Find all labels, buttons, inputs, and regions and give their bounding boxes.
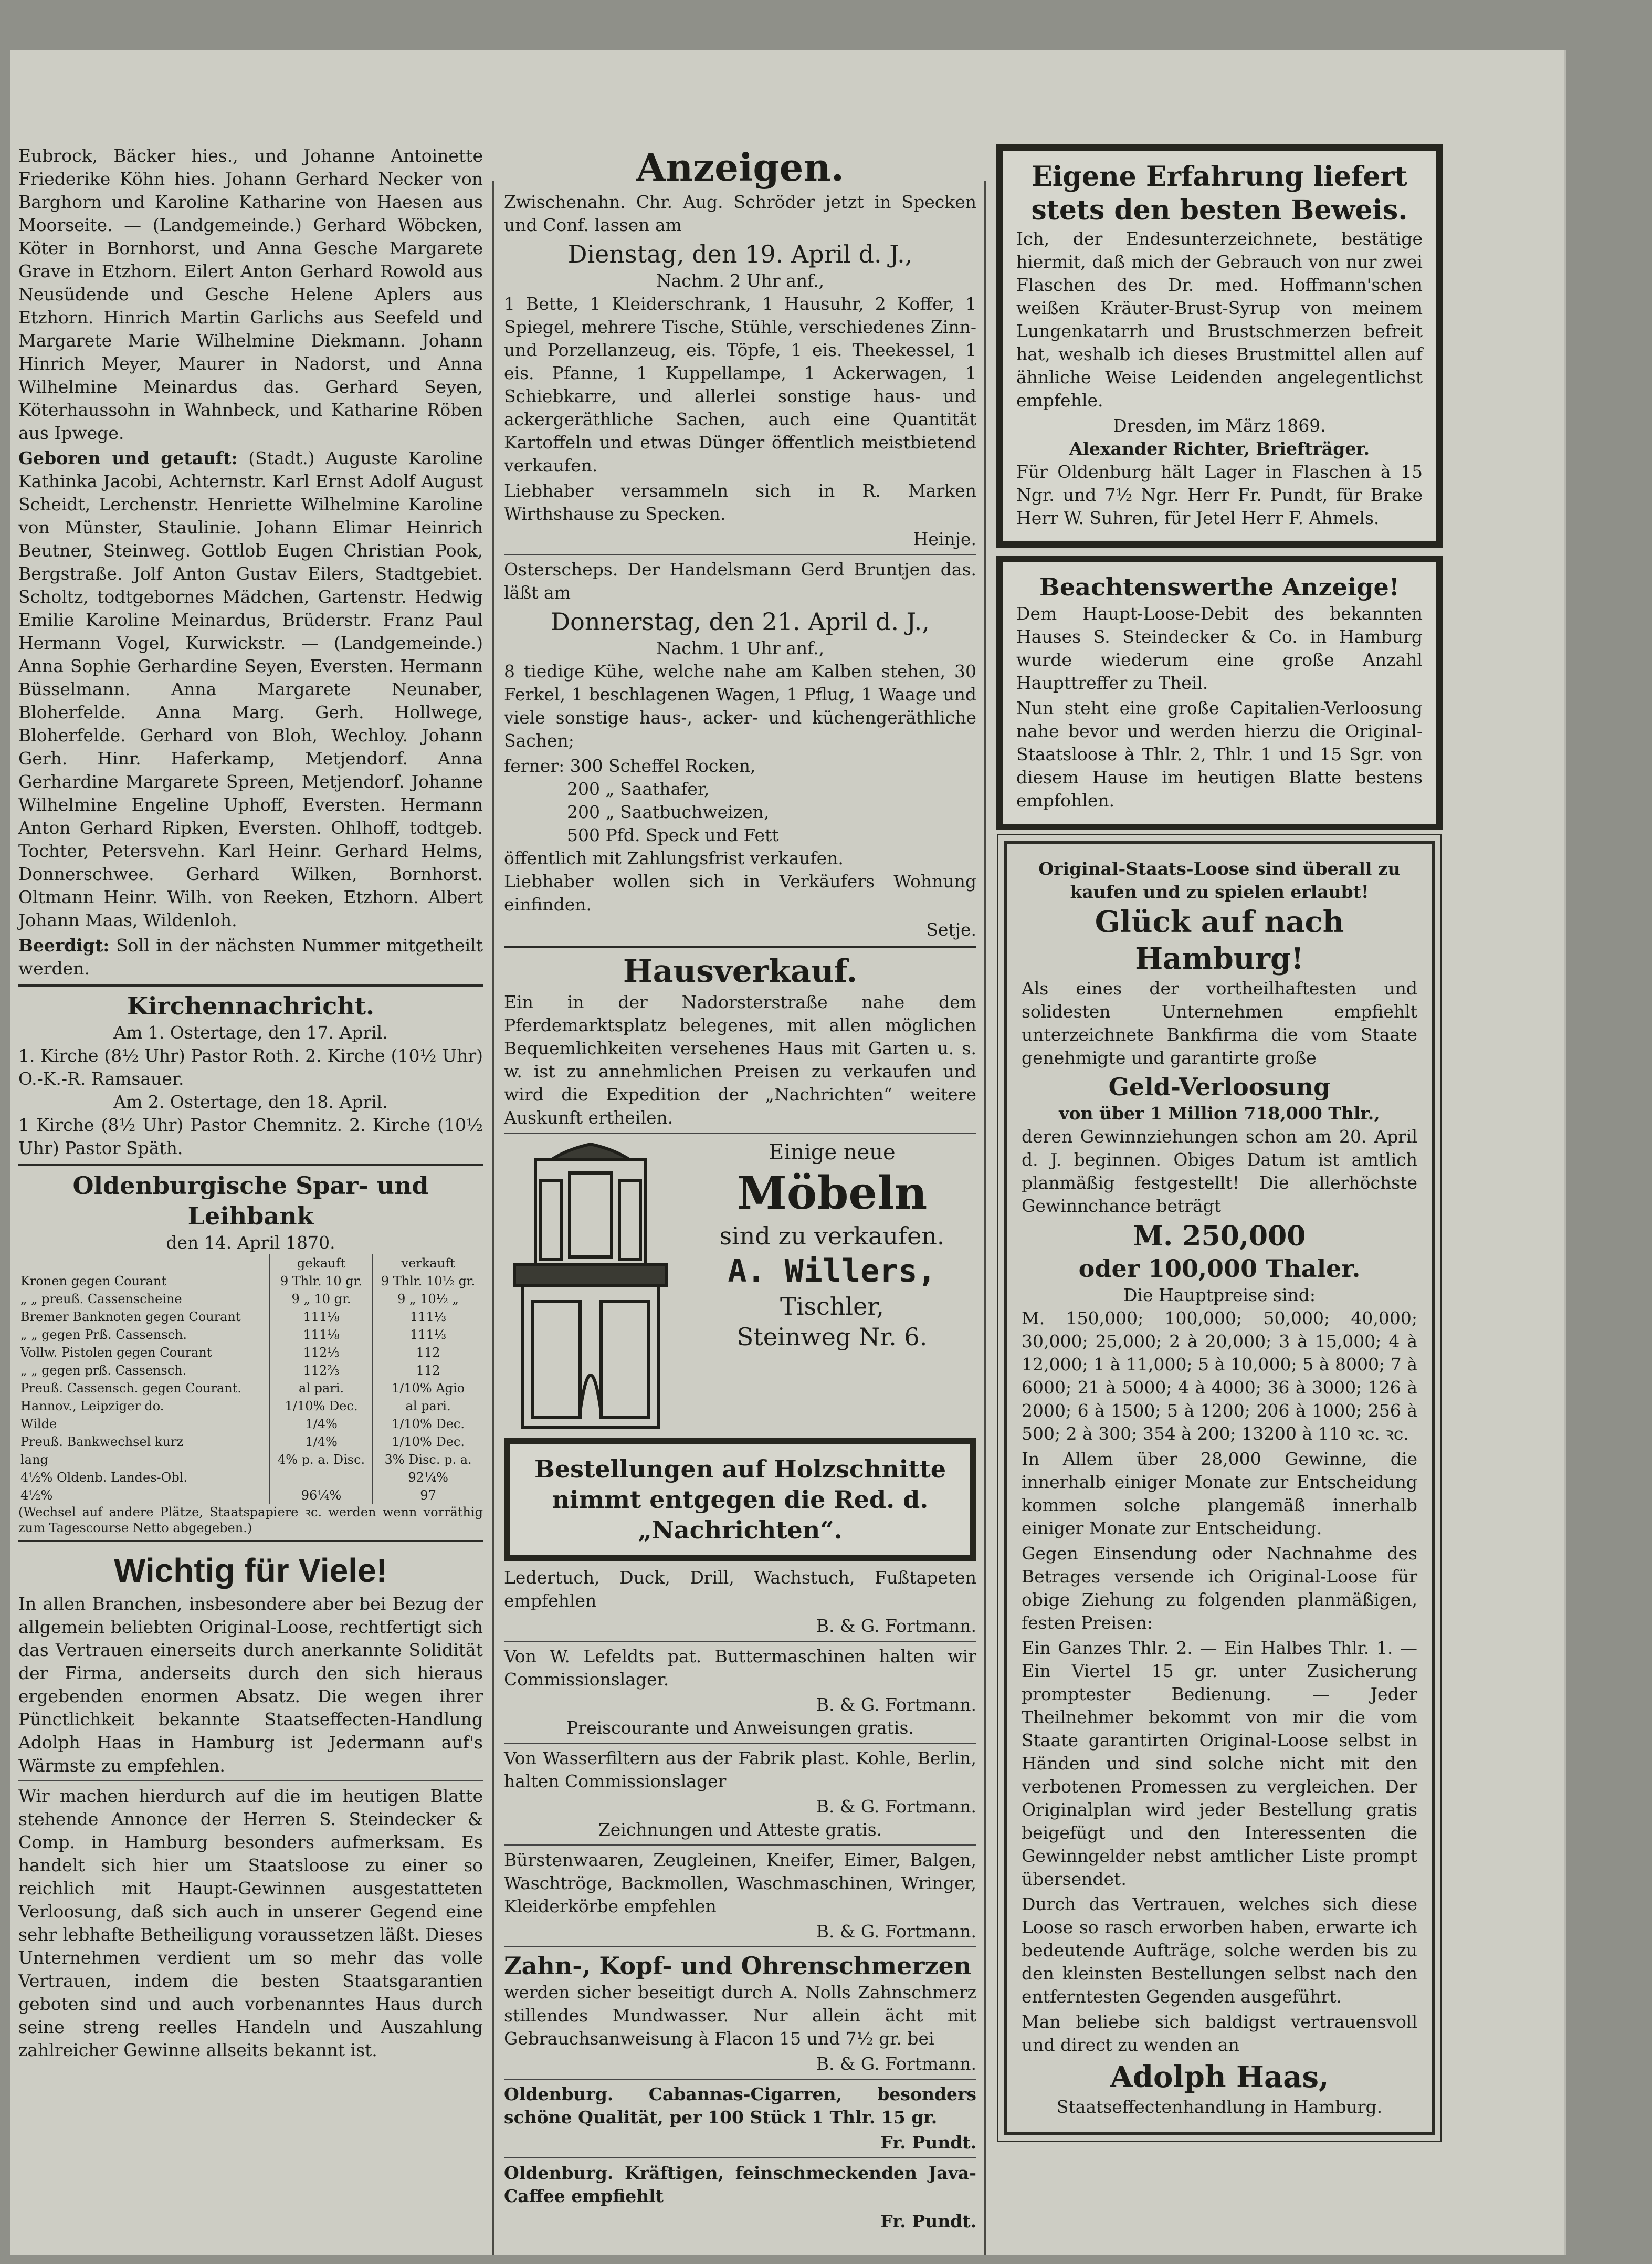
- divider: [504, 2079, 976, 2080]
- table-cell: Wilde: [20, 1417, 57, 1431]
- divider: [504, 1844, 976, 1846]
- column-left: [18, 144, 483, 2064]
- auction-2-items: 8 tiedige Kühe, welche nahe am Kalben stehen, 30 Ferkel, 1 beschlagenen Wagen, 1 Pflug, 1 Waage und viele sonstige haus-, acker- und küchengeräthliche Sachen;: [504, 661, 976, 751]
- leather-signature: B. & G. Fortmann.: [816, 1616, 976, 1636]
- filter-signature: B. & G. Fortmann.: [816, 1796, 976, 1817]
- furniture-name: A. Willers,: [728, 1253, 937, 1290]
- table-row: [18, 1415, 483, 1433]
- column-middle: [504, 144, 976, 2233]
- table-cell: Preuß. Cassensch. gegen Courant.: [20, 1381, 242, 1396]
- haas-lottery-ad: [1004, 841, 1435, 2135]
- steindecker-text-2: Nun steht eine große Capitalien-Verloosung nahe bevor und werden hierzu die Original-Staatsloose à Thlr. 2, Thlr. 1 und 15 Sgr. von diesem Hause im heutigen Blatte bestens empfohlen.: [1016, 698, 1423, 811]
- divider: [504, 1133, 976, 1134]
- toothache-title: Zahn-, Kopf- und Ohrenschmerzen: [504, 1952, 972, 1980]
- table-cell: 9 Thlr. 10½ gr.: [373, 1272, 483, 1290]
- auction-1-items: 1 Bette, 1 Kleiderschrank, 1 Hausuhr, 2 Koffer, 1 Spiegel, mehrere Tische, Stühle, verschiedenes Zinn- und Porzellanzeug, eis. Töpfe, 1 eis. Theekessel, 1 eis. Pfanne, 1 Kuppellampe, 1 Ackerwagen, 1 Schiebkarre, und allerlei sonstige haus- und ackergeräthliche Sachen, auch eine Quantität Kartoffeln und etwas Dünger öffentlich meistbietend verkaufen.: [504, 294, 976, 476]
- table-header-cell: [18, 1254, 270, 1272]
- butter-note: Preiscourante und Anweisungen gratis.: [566, 1717, 914, 1738]
- marriages-continued: Eubrock, Bäcker hies., und Johanne Antoinette Friederike Köhn hies. Johann Gerhard Necker von Barghorn und Karoline Katharine von Haesen aus Moorseite. — (Landgemeinde.) Gerhard Wöbcken, Köter in Bornhorst, und Anna Gesche Margarete Grave in Etzhorn. Eilert Anton Gerhard Rowold aus Neusüdende und Gesche Helene Aplers aus Etzhorn. Hinrich Martin Garlichs aus Seefeld und Margarete Marie Wilhelmine Diekmann. Johann Hinrich Meyer, Maurer in Nadorst, und Anna Wilhelmine Meinardus das. Gerhard Seyen, Köterhaussohn in Wahnbeck, und Katharine Röben aus Ipwege.: [18, 145, 483, 443]
- table-cell: 4% p. a. Disc.: [270, 1451, 373, 1469]
- furniture-address: Steinweg Nr. 6.: [736, 1323, 928, 1351]
- table-header-cell: verkauft: [373, 1254, 483, 1272]
- table-cell: 1/4%: [270, 1433, 373, 1451]
- filter-ad: Von Wasserfiltern aus der Fabrik plast. Kohle, Berlin, halten Commissionslager: [504, 1748, 976, 1791]
- syrup-place: Dresden, im März 1869.: [1113, 415, 1326, 436]
- butter-signature: B. & G. Fortmann.: [816, 1694, 976, 1715]
- divider: [18, 1780, 483, 1781]
- table-cell: Bremer Banknoten gegen Courant: [20, 1309, 241, 1324]
- births-label: Geboren und getauft:: [18, 448, 238, 468]
- list-item: 200 „ Saatbuchweizen,: [567, 802, 770, 822]
- filter-note: Zeichnungen und Atteste gratis.: [598, 1819, 882, 1840]
- auction-2-intro: Osterscheps. Der Handelsmann Gerd Bruntjen das. läßt am: [504, 559, 976, 603]
- lottery-head: Original-Staats-Loose sind überall zu kaufen und zu spielen erlaubt!: [1038, 858, 1401, 902]
- house-sale-title: Hausverkauf.: [623, 953, 858, 990]
- table-cell: 97: [373, 1486, 483, 1504]
- divider: [504, 554, 976, 555]
- church-line-4: 1 Kirche (8½ Uhr) Pastor Chemnitz. 2. Kirche (10½ Uhr) Pastor Späth.: [18, 1115, 483, 1158]
- newspaper-page: [10, 50, 1566, 2255]
- wichtig-text: In allen Branchen, insbesondere aber bei Bezug der allgemein beliebten Original-Loose, rechtfertigt sich das Vertrauen einerseits durch anerkannte Solidität der Firma, anderseits durch den sich hieraus ergebenden enormen Absatz. Die wegen ihrer Pünctlichkeit bekannte Staatseffecten-Handlung Adolph Haas in Hamburg ist Jedermann auf's Wärmste zu empfehlen.: [18, 1594, 483, 1776]
- table-header-row: [18, 1254, 483, 1272]
- lottery-text-2: In Allem über 28,000 Gewinne, die innerhalb einiger Monate zur Entscheidung kommen solche plangemäß innerhalb einiger Monate zur Entscheidung.: [1022, 1449, 1417, 1538]
- lottery-prizes-head: Die Hauptpreise sind:: [1123, 1285, 1316, 1305]
- furniture-line-3: sind zu verkaufen.: [719, 1222, 945, 1250]
- column-right: [996, 144, 1443, 2146]
- table-cell: 112: [373, 1361, 483, 1379]
- table-cell: 9 „ 10½ „: [373, 1290, 483, 1308]
- brush-signature: B. & G. Fortmann.: [816, 1921, 976, 1942]
- table-cell: Kronen gegen Courant: [20, 1274, 166, 1288]
- leather-ad: Ledertuch, Duck, Drill, Wachstuch, Fußtapeten empfehlen: [504, 1567, 976, 1611]
- furniture-line-1: Einige neue: [769, 1140, 896, 1165]
- births-section: [18, 447, 483, 932]
- table-cell: 111⅛: [270, 1326, 373, 1344]
- table-cell: al pari.: [270, 1379, 373, 1397]
- table-row: [18, 1326, 483, 1344]
- lottery-geld: Geld-Verloosung: [1108, 1073, 1331, 1101]
- syrup-text: Ich, der Endesunterzeichnete, bestätige hiermit, daß mich der Gebrauch von nur zwei Flaschen des Dr. med. Hoffmann'schen weißen Kräuter-Brust-Syrup von meinem Lungenkatarrh und Brustschmerzen befreit hat, weshalb ich dieses Brustmittel allen auf ähnliche Weise Leidenden angelegentlichst empfehle.: [1016, 228, 1423, 411]
- divider: [504, 1946, 976, 1947]
- butter-ad: Von W. Lefeldts pat. Buttermaschinen halten wir Commissionslager.: [504, 1646, 976, 1690]
- table-cell: 92¼%: [373, 1469, 483, 1486]
- divider: [504, 1641, 976, 1642]
- table-cell: 111⅓: [373, 1308, 483, 1326]
- table-cell: 9 Thlr. 10 gr.: [270, 1272, 373, 1290]
- table-cell: 1/10% Dec.: [373, 1415, 483, 1433]
- column-rule-right: [984, 181, 986, 2255]
- auction-1-signature: Heinje.: [913, 529, 976, 549]
- auction-2-signature: Setje.: [926, 919, 976, 940]
- auction-1-time: Nachm. 2 Uhr anf.,: [656, 270, 825, 291]
- table-cell: 4½%: [20, 1488, 53, 1503]
- lottery-sum: von über 1 Million 718,000 Thlr.,: [1059, 1103, 1380, 1124]
- auction-2-close: Liebhaber wollen sich in Verkäufers Wohnung einfinden.: [504, 871, 976, 915]
- table-cell: 1/4%: [270, 1415, 373, 1433]
- lottery-text-5: Durch das Vertrauen, welches sich diese Loose so rasch erworben haben, erwarte ich bedeutende Aufträge, solche werden bis zu den kleinsten Bestellungen selbst nach den entferntesten Gegenden ausgeführt.: [1022, 1894, 1417, 2007]
- list-item: 500 Pfd. Speck und Fett: [567, 825, 779, 845]
- auction-2-after: öffentlich mit Zahlungsfrist verkaufen.: [504, 848, 844, 868]
- list-item: ferner: 300 Scheffel Rocken,: [504, 756, 756, 776]
- table-cell: [270, 1469, 373, 1486]
- burials-text: Soll in der nächsten Nummer mitgetheilt werden.: [18, 935, 483, 979]
- births-text: (Stadt.) Auguste Karoline Kathinka Jacobi, Achternstr. Karl Ernst Adolf August Scheidt, Lerchenstr. Henriette Wilhelmine Karoline von Münster, Staulinie. Johann Elimar Heinrich Beutner, Steinweg. Gottlob Eugen Christian Pook, Bergstraße. Jolf Anton Gustav Eilers, Stadtgebiet. Scholtz, todtgebornes Mädchen, Gartenstr. Hedwig Emilie Karoline Meinardus, Brüderstr. Franz Paul Hermann Vogel, Kurwickstr. — (Landgemeinde.) Anna Sophie Gerhardine Seyen, Eversten. Hermann Büsselmann. Anna Margarete Neunaber, Bloherfelde. Anna Marg. Gerh. Hollwege, Bloherfelde. Gerhard von Bloh, Wechloy. Johann Gerh. Hinr. Haferkamp, Metjendorf. Anna Gerhardine Margarete Spreen, Metjendorf. Johanne Wilhelmine Engeline Uphoff, Eversten. Hermann Anton Gerhard Ripken, Eversten. Ohlhoff, todtgeb. Tochter, Petersvehn. Karl Heinr. Gerhard Helms, Donnerschwee. Gerhard Wilken, Bornhorst. Oltmann Heinr. Wilh. von Reeken, Etzhorn. Albert Johann Maas, Wildenloh.: [18, 448, 483, 930]
- table-cell: 112⅔: [270, 1361, 373, 1379]
- divider: [504, 2157, 976, 2158]
- table-cell: 111⅛: [270, 1308, 373, 1326]
- woodcut-box: [504, 1438, 976, 1561]
- divider: [18, 984, 483, 987]
- lottery-title: Glück auf nach Hamburg!: [1095, 905, 1344, 976]
- lottery-firm: Staatseffectenhandlung in Hamburg.: [1056, 2097, 1383, 2117]
- table-cell: 4½% Oldenb. Landes-Obl.: [20, 1470, 187, 1485]
- list-item: 200 „ Saathafer,: [567, 779, 710, 799]
- table-cell: 1/10% Dec.: [373, 1433, 483, 1451]
- syrup-title: Eigene Erfahrung liefert stets den besten Beweis.: [1031, 161, 1408, 226]
- auction-1-date: Dienstag, den 19. April d. J.,: [567, 240, 913, 268]
- divider: [18, 1540, 483, 1542]
- furniture-line-2: Möbeln: [736, 1167, 928, 1220]
- bank-title: Oldenburgische Spar- und Leihbank: [72, 1171, 429, 1230]
- divider: [504, 1743, 976, 1744]
- lottery-text-4: Ein Ganzes Thlr. 2. — Ein Halbes Thlr. 1. — Ein Viertel 15 gr. unter Zusicherung promptester Bedienung. — Jeder Theilnehmer bekommt von mir die vom Staate garantirten Original-Loose selbst in Händen und sind solche nicht mit den verbotenen Promessen zu vergleichen. Der Originalplan wird jeder Bestellung gratis beigefügt und den Interessenten die Gewinngelder nebst amtlicher Liste prompt übersendet.: [1022, 1638, 1417, 1889]
- church-title: Kirchennachricht.: [127, 992, 374, 1020]
- cabinet-icon: [504, 1139, 677, 1433]
- lottery-name: Adolph Haas,: [1110, 2060, 1329, 2094]
- table-row: [18, 1272, 483, 1290]
- auction-2-time: Nachm. 1 Uhr anf.,: [656, 638, 825, 658]
- table-cell: 9 „ 10 gr.: [270, 1290, 373, 1308]
- cigar-ad: Oldenburg. Cabannas-Cigarren, besonders schöne Qualität, per 100 Stück 1 Thlr. 15 gr.: [504, 2084, 976, 2127]
- burials-label: Beerdigt:: [18, 935, 110, 956]
- table-row: [18, 1290, 483, 1308]
- table-row: [18, 1344, 483, 1361]
- house-sale-text: Ein in der Nadorsterstraße nahe dem Pferdemarktsplatz belegenes, mit allen möglichen Bequemlichkeiten versehenes Haus mit Garten u. s. w. ist zu annehmlichen Preisen zu verkaufen und wird die Expedition der „Nachrichten“ weitere Auskunft ertheilen.: [504, 992, 976, 1128]
- syrup-agents: Für Oldenburg hält Lager in Flaschen à 15 Ngr. und 7½ Ngr. Herr Fr. Pundt, für Brake Herr W. Suhren, für Jetel Herr F. Ahmels.: [1016, 462, 1423, 528]
- syrup-signature: Alexander Richter, Briefträger.: [1069, 438, 1370, 459]
- lottery-top-prize-thaler: oder 100,000 Thaler.: [1078, 1254, 1361, 1283]
- steindecker-box: [996, 556, 1443, 830]
- table-cell: 3% Disc. p. a.: [373, 1451, 483, 1469]
- table-cell: „ „ gegen prß. Cassensch.: [20, 1363, 187, 1378]
- syrup-ad-box: [996, 144, 1443, 548]
- table-cell: Vollw. Pistolen gegen Courant: [20, 1345, 212, 1360]
- auction-1-intro: Zwischenahn. Chr. Aug. Schröder jetzt in Specken und Conf. lassen am: [504, 192, 976, 235]
- brush-ad: Bürstenwaaren, Zeugleinen, Kneifer, Eimer, Balgen, Waschtröge, Backmollen, Waschmaschinen, Wringer, Kleiderkörbe empfehlen: [504, 1850, 976, 1916]
- coffee-ad: Oldenburg. Kräftigen, feinschmeckenden Java-Caffee empfiehlt: [504, 2163, 976, 2206]
- cigar-signature: Fr. Pundt.: [880, 2132, 976, 2153]
- table-cell: 112⅓: [270, 1344, 373, 1361]
- table-cell: Preuß. Bankwechsel kurz: [20, 1434, 184, 1449]
- bank-rate-table: [18, 1254, 483, 1504]
- table-row: [18, 1486, 483, 1504]
- coffee-signature: Fr. Pundt.: [880, 2211, 976, 2231]
- table-cell: 111⅓: [373, 1326, 483, 1344]
- table-row: [18, 1433, 483, 1451]
- lottery-text-1: deren Gewinnziehungen schon am 20. April d. J. beginnen. Obiges Datum ist amtlich planmäßig festgestellt! Die allerhöchste Gewinnchance beträgt: [1022, 1126, 1417, 1216]
- lottery-top-prize: M. 250,000: [1133, 1220, 1306, 1252]
- table-row: [18, 1469, 483, 1486]
- auction-1-close: Liebhaber versammeln sich in R. Marken Wirthshause zu Specken.: [504, 480, 976, 524]
- table-row: [18, 1308, 483, 1326]
- divider: [18, 1164, 483, 1166]
- table-cell: 1/10% Dec.: [270, 1397, 373, 1415]
- table-cell: 96¼%: [270, 1486, 373, 1504]
- table-cell: Hannov., Leipziger do.: [20, 1399, 164, 1413]
- table-cell: 1/10% Agio: [373, 1379, 483, 1397]
- column-rule-left: [492, 181, 494, 2255]
- furniture-job: Tischler,: [780, 1292, 884, 1320]
- wichtig-title: Wichtig für Viele!: [114, 1552, 387, 1589]
- table-cell: „ „ gegen Prß. Cassensch.: [20, 1327, 187, 1342]
- bank-note: (Wechsel auf andere Plätze, Staatspapiere ꝛc. werden wenn vorräthig zum Tagescourse Netto abgegeben.): [18, 1505, 483, 1535]
- toothache-text: werden sicher beseitigt durch A. Nolls Zahnschmerz stillendes Mundwasser. Nur allein ächt mit Gebrauchsanweisung à Flacon 15 und 7½ gr. bei: [504, 1982, 976, 2049]
- lottery-text-3: Gegen Einsendung oder Nachnahme des Betrages versende ich Original-Loose für obige Ziehung zu folgenden planmäßigen, festen Preisen:: [1022, 1543, 1417, 1633]
- table-cell: 112: [373, 1344, 483, 1361]
- lottery-intro: Als eines der vortheilhaftesten und solidesten Unternehmen empfiehlt unterzeichnete Bankfirma die vom Staate genehmigte und garantirte große: [1022, 978, 1417, 1068]
- table-row: [18, 1379, 483, 1397]
- ads-title: Anzeigen.: [636, 145, 844, 190]
- table-cell: „ „ preuß. Cassenscheine: [20, 1292, 182, 1306]
- woodcut-text: Bestellungen auf Holzschnitte nimmt entgegen die Red. d. „Nachrichten“.: [534, 1455, 946, 1544]
- cabinet-illustration: [504, 1139, 677, 1433]
- toothache-signature: B. & G. Fortmann.: [816, 2053, 976, 2074]
- steindecker-title: Beachtenswerthe Anzeige!: [1039, 573, 1400, 601]
- church-line-3: Am 2. Ostertage, den 18. April.: [113, 1092, 388, 1112]
- table-row: [18, 1451, 483, 1469]
- table-header-cell: gekauft: [270, 1254, 373, 1272]
- auction-2-date: Donnerstag, den 21. April d. J.,: [551, 607, 930, 636]
- bank-date: den 14. April 1870.: [166, 1232, 335, 1253]
- church-line-2: 1. Kirche (8½ Uhr) Pastor Roth. 2. Kirche (10½ Uhr) O.-K.-R. Ramsauer.: [18, 1045, 483, 1089]
- table-row: [18, 1361, 483, 1379]
- lottery-prizes: M. 150,000; 100,000; 50,000; 40,000; 30,000; 25,000; 2 à 20,000; 3 à 15,000; 4 à 12,000; 1 à 11,000; 5 à 10,000; 5 à 8000; 7 à 6000; 21 à 5000; 4 à 4000; 36 à 3000; 126 à 2000; 6 à 1500; 5 à 1200; 206 à 1000; 256 à 500; 2 à 300; 354 à 200; 13200 à 110 ꝛc. ꝛc.: [1022, 1308, 1417, 1444]
- table-cell: al pari.: [373, 1397, 483, 1415]
- church-line-1: Am 1. Ostertage, den 17. April.: [113, 1022, 388, 1043]
- divider: [504, 946, 976, 948]
- burials-section: [18, 934, 483, 980]
- steindecker-notice: Wir machen hierdurch auf die im heutigen Blatte stehende Annonce der Herren S. Steindecker & Comp. in Hamburg besonders aufmerksam. Es handelt sich hier um Staatsloose zu einer so reichlich mit Haupt-Gewinnen ausgestatteten Verloosung, daß sich auch in unserer Gegend eine sehr lebhafte Betheiligung voraussetzen läßt. Dieses Unternehmen verdient um so mehr das volle Vertrauen, indem die besten Staatsgarantien geboten sind und auch vorbenanntes Haus durch seine streng reelles Handeln und Auszahlung zahlreicher Gewinne allseits bekannt ist.: [18, 1786, 483, 2060]
- lottery-text-6: Man beliebe sich baldigst vertrauensvoll und direct zu wenden an: [1022, 2011, 1417, 2055]
- table-row: [18, 1397, 483, 1415]
- table-cell: lang: [20, 1452, 48, 1467]
- furniture-ad: [504, 1139, 976, 1433]
- steindecker-text: Dem Haupt-Loose-Debit des bekannten Hauses S. Steindecker & Co. in Hamburg wurde wiederum eine große Anzahl Haupttreffer zu Theil.: [1016, 603, 1423, 693]
